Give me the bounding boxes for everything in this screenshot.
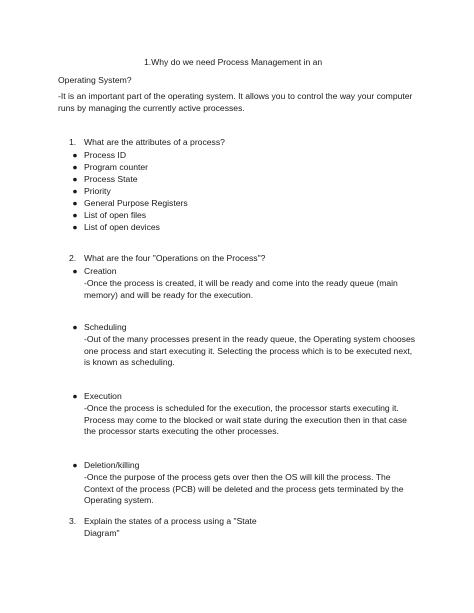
attribute-item: General Purpose Registers bbox=[84, 198, 188, 208]
bullet-icon: ● bbox=[72, 186, 78, 196]
operation-description: -Once the process is scheduled for the execution, the processor starts executing it. Process may come to the blocked or wait state during the execution then in that case the processor starts executing the other processes. bbox=[84, 403, 407, 437]
attribute-item: Program counter bbox=[84, 162, 149, 172]
attribute-item: List of open devices bbox=[84, 222, 160, 232]
attribute-item: List of open files bbox=[84, 210, 147, 220]
bullet-icon: ● bbox=[72, 150, 78, 160]
attribute-item: Process ID bbox=[84, 150, 127, 160]
question-2-title: What are the attributes of a process? bbox=[84, 137, 225, 147]
operation-name: Deletion/killing bbox=[84, 460, 140, 470]
question-1-answer: -It is an important part of the operating system. It allows you to control the way your computer runs by managing the currently active processes. bbox=[58, 91, 413, 113]
question-1-heading-continued: Operating System? bbox=[58, 75, 132, 85]
question-2-number: 1. bbox=[69, 137, 77, 147]
operation-name: Execution bbox=[84, 391, 122, 401]
bullet-icon: ● bbox=[72, 162, 78, 172]
question-4-title: Explain the states of a process using a "State Diagram" bbox=[84, 516, 257, 538]
operation-description: -Once the process is created, it will be ready and come into the ready queue (main memory) and will be ready for the execution. bbox=[84, 278, 398, 300]
operation-description: -Out of the many processes present in the ready queue, the Operating system chooses one process and start executing it. Selecting the process which is to be executed next, is known as scheduling. bbox=[84, 334, 416, 368]
question-3-number: 2. bbox=[69, 253, 77, 263]
question-3-title: What are the four "Operations on the Process"? bbox=[84, 253, 266, 263]
operation-name: Scheduling bbox=[84, 322, 127, 332]
bullet-icon: ● bbox=[72, 460, 78, 470]
bullet-icon: ● bbox=[72, 174, 78, 184]
question-4-number: 3. bbox=[69, 516, 77, 526]
bullet-icon: ● bbox=[72, 266, 78, 276]
attribute-item: Process State bbox=[84, 174, 138, 184]
bullet-icon: ● bbox=[72, 322, 78, 332]
attribute-item: Priority bbox=[84, 186, 111, 196]
bullet-icon: ● bbox=[72, 391, 78, 401]
operation-description: -Once the purpose of the process gets over then the OS will kill the process. The Context of the process (PCB) will be deleted and the process gets terminated by the Operating system. bbox=[84, 472, 404, 506]
bullet-icon: ● bbox=[72, 222, 78, 232]
bullet-icon: ● bbox=[72, 198, 78, 208]
question-1-heading: 1.Why do we need Process Management in an bbox=[144, 57, 323, 67]
bullet-icon: ● bbox=[72, 210, 78, 220]
operation-name: Creation bbox=[84, 266, 117, 276]
